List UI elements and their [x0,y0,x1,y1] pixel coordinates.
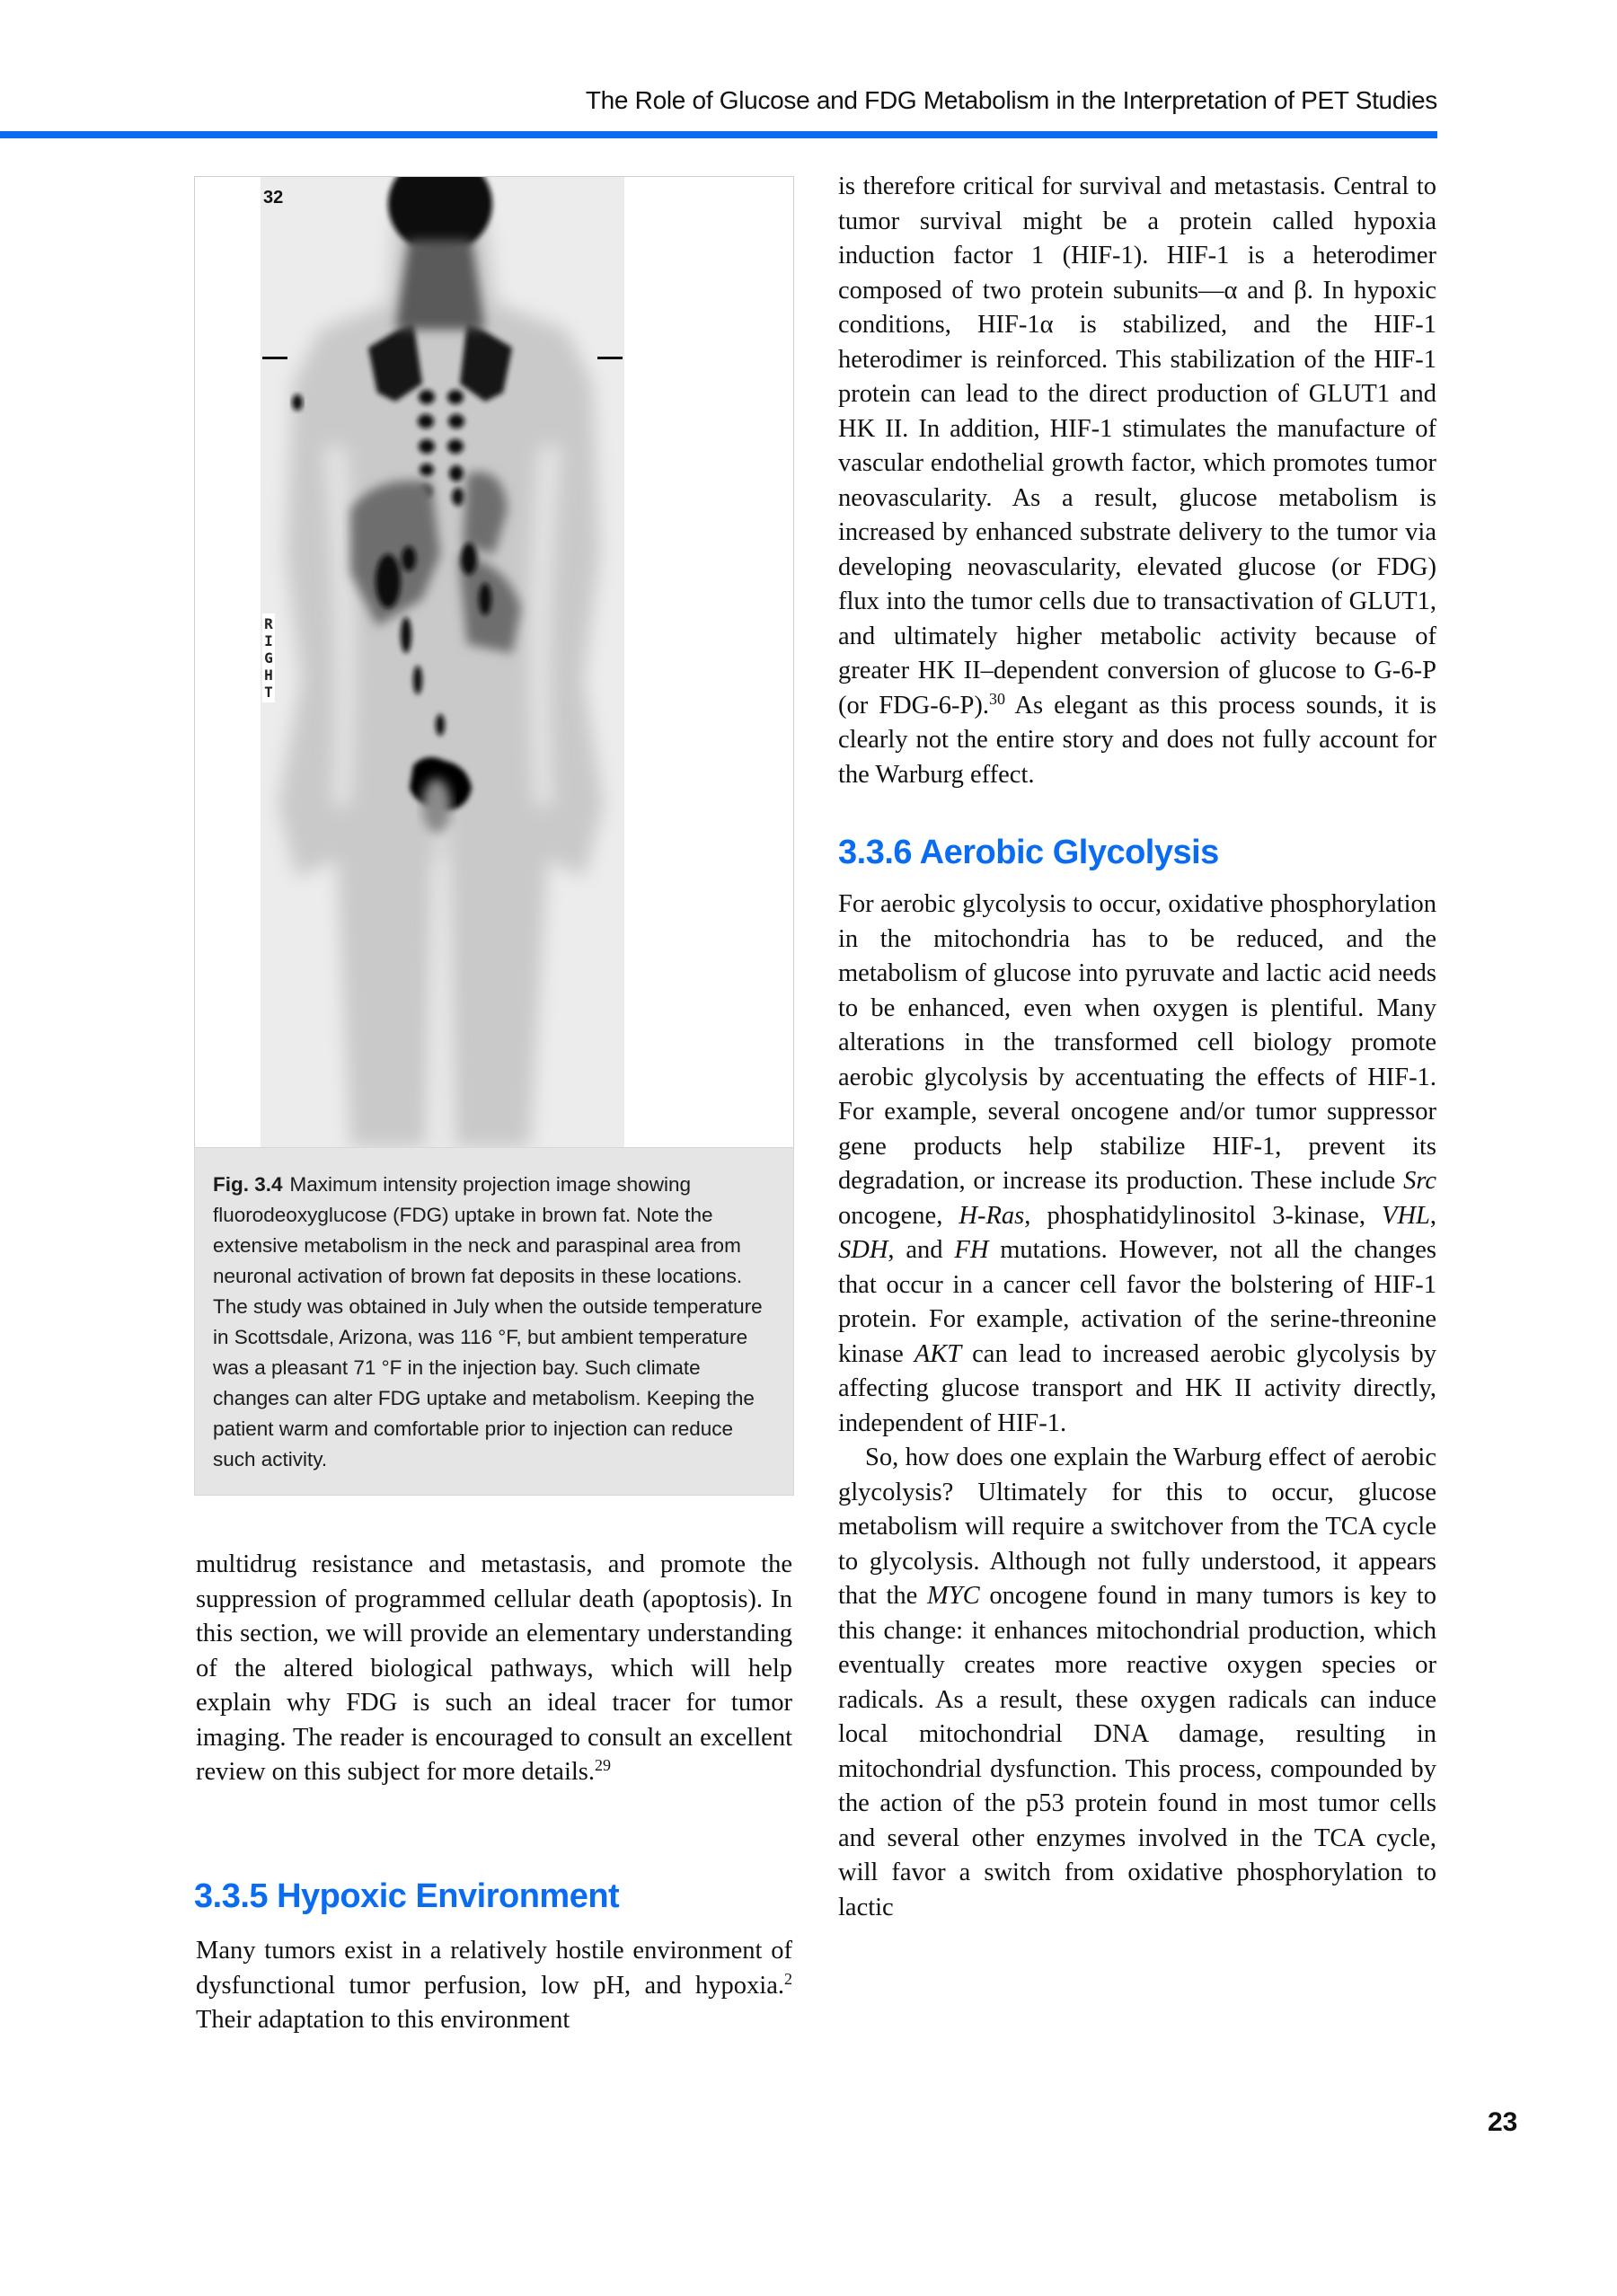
orientation-letter: R [264,615,273,632]
paragraph: Many tumors exist in a relatively hostile environment of dysfunctional tumor perfusion, low pH, and hypoxia.$^2$ Their adaptation to this environment [196,1937,792,2034]
gene-name: AKT [914,1339,962,1368]
gene-name: VHL [1382,1201,1430,1230]
paragraph: multidrug resistance and metastasis, and promote the suppression of programmed cellular death (apoptosis). In this section, we will provide an elementary understanding of the altered biological pathways, which will help explain why FDG is such an ideal tracer for tumor imaging. The reader is encouraged to consult an excellent review on this subject for more details.$^{29}$ [196,1550,792,1786]
gene-name: Src [1403,1167,1436,1195]
image-slice-number: 32 [263,188,284,208]
orientation-letter: G [264,649,273,667]
pet-image-panel [261,177,624,1147]
orientation-label-right [262,614,275,702]
level-marker-left [262,357,287,359]
figure-3-4 [194,176,794,1496]
page-number: 23 [1488,2107,1518,2137]
reference-superscript: 2 [784,1969,792,1988]
running-head-title: The Role of Glucose and FDG Metabolism in the Interpretation of PET Studies [585,86,1437,114]
gene-name: SDH [838,1236,888,1264]
pet-mip-image [194,176,794,1147]
right-column [838,170,1436,1925]
figure-caption [194,1147,794,1496]
left-column-hypoxic-text [196,1934,792,2038]
orientation-letter: T [264,684,273,701]
left-column-body [196,1548,792,1790]
paragraph: So, how does one explain the Warburg effect of aerobic glycolysis? Ultimately for this to occur, glucose metabolism will require a switchover from the TCA cycle to glycolysis. Although not fully understood, it appears that the MYC oncogene found in many tumors is key to this change: it enhances mitochondrial production, which eventually creates more reactive oxygen species or radicals. As a result, these oxygen radicals can induce local mitochondrial DNA damage, resulting in mitochondrial dysfunction. This process, compounded by the action of the p53 protein found in most tumor cells and several other enzymes involved in the TCA cycle, will favor a switch from oxidative phosphorylation to lactic [838,1444,1437,1921]
reference-superscript: 29 [595,1756,612,1774]
figure-caption-text: Maximum intensity projection image showing fluorodeoxyglucose (FDG) uptake in brown fat. Note the extensive metabolism in the neck and paraspinal area from neuronal activation of brown fat deposits in these locations. The study was obtained in July when the outside temperature in Scottsdale, Arizona, was 116 °F, but ambient temperature was a pleasant 71 °F in the injection bay. Such climate changes can alter FDG uptake and metabolism. Keeping the patient warm and comfortable prior to injection can reduce such activity. [213,1173,763,1470]
orientation-letter: I [264,632,273,649]
orientation-letter: H [264,667,273,684]
genital-uptake [422,779,451,833]
gene-name: MYC [927,1582,980,1610]
paragraph: For aerobic glycolysis to occur, oxidative phosphorylation in the mitochondria has to be reduced, and the metabolism of glucose into pyruvate and lactic acid needs to be enhanced, even when oxygen is plentiful. Many alterations in the transformed cell biology promote aerobic glycolysis by accentuating the effects of HIF-1. For example, several oncogene and/or tumor suppressor gene products help stabilize HIF-1, prevent its degradation, or increase its production. These include Src oncogene, H-Ras, phosphatidylinositol 3-kinase, VHL, SDH, and FH mutations. However, not all the changes that occur in a cancer cell favor the bolstering of HIF-1 protein. For example, activation of the serine-threonine kinase AKT can lead to increased aerobic glycolysis by affecting glucose transport and HK II activity directly, independent of HIF-1. [838,890,1437,1437]
gene-name: FH [954,1236,989,1264]
header-rule [0,131,1437,138]
section-heading-hypoxic-environment: 3.3.5 Hypoxic Environment [194,1877,620,1915]
figure-label: Fig. 3.4 [213,1173,283,1196]
level-marker-right [597,357,623,359]
reference-superscript: 30 [988,689,1005,708]
paragraph: is therefore critical for survival and metastasis. Central to tumor survival might be a protein called hypoxia induction factor 1 (HIF-1). HIF-1 is a heterodimer composed of two protein subunits—α and β. In hypoxic conditions, HIF-1α is stabilized, and the HIF-1 heterodimer is reinforced. This stabilization of the HIF-1 protein can lead to the direct production of GLUT1 and HK II. In addition, HIF-1 stimulates the manufacture of vascular endothelial growth factor, which promotes tumor neovascularity. As a result, glucose metabolism is increased by enhanced substrate delivery to the tumor via developing neovascularity, elevated glucose (or FDG) flux into the tumor cells due to transactivation of GLUT1, and ultimately higher metabolic activity because of greater HK II–dependent conversion of glucose to G-6-P (or FDG-6-P).$^{30}$ As elegant as this process sounds, it is clearly not the entire story and does not fully account for the Warburg effect. [838,172,1436,789]
neck-soft-tissue [395,240,485,330]
gene-name: H-Ras [959,1201,1025,1230]
injection-site-uptake [292,394,303,411]
pet-body-projection [261,177,624,1147]
section-heading-aerobic-glycolysis: 3.3.6 Aerobic Glycolysis [838,834,1219,871]
